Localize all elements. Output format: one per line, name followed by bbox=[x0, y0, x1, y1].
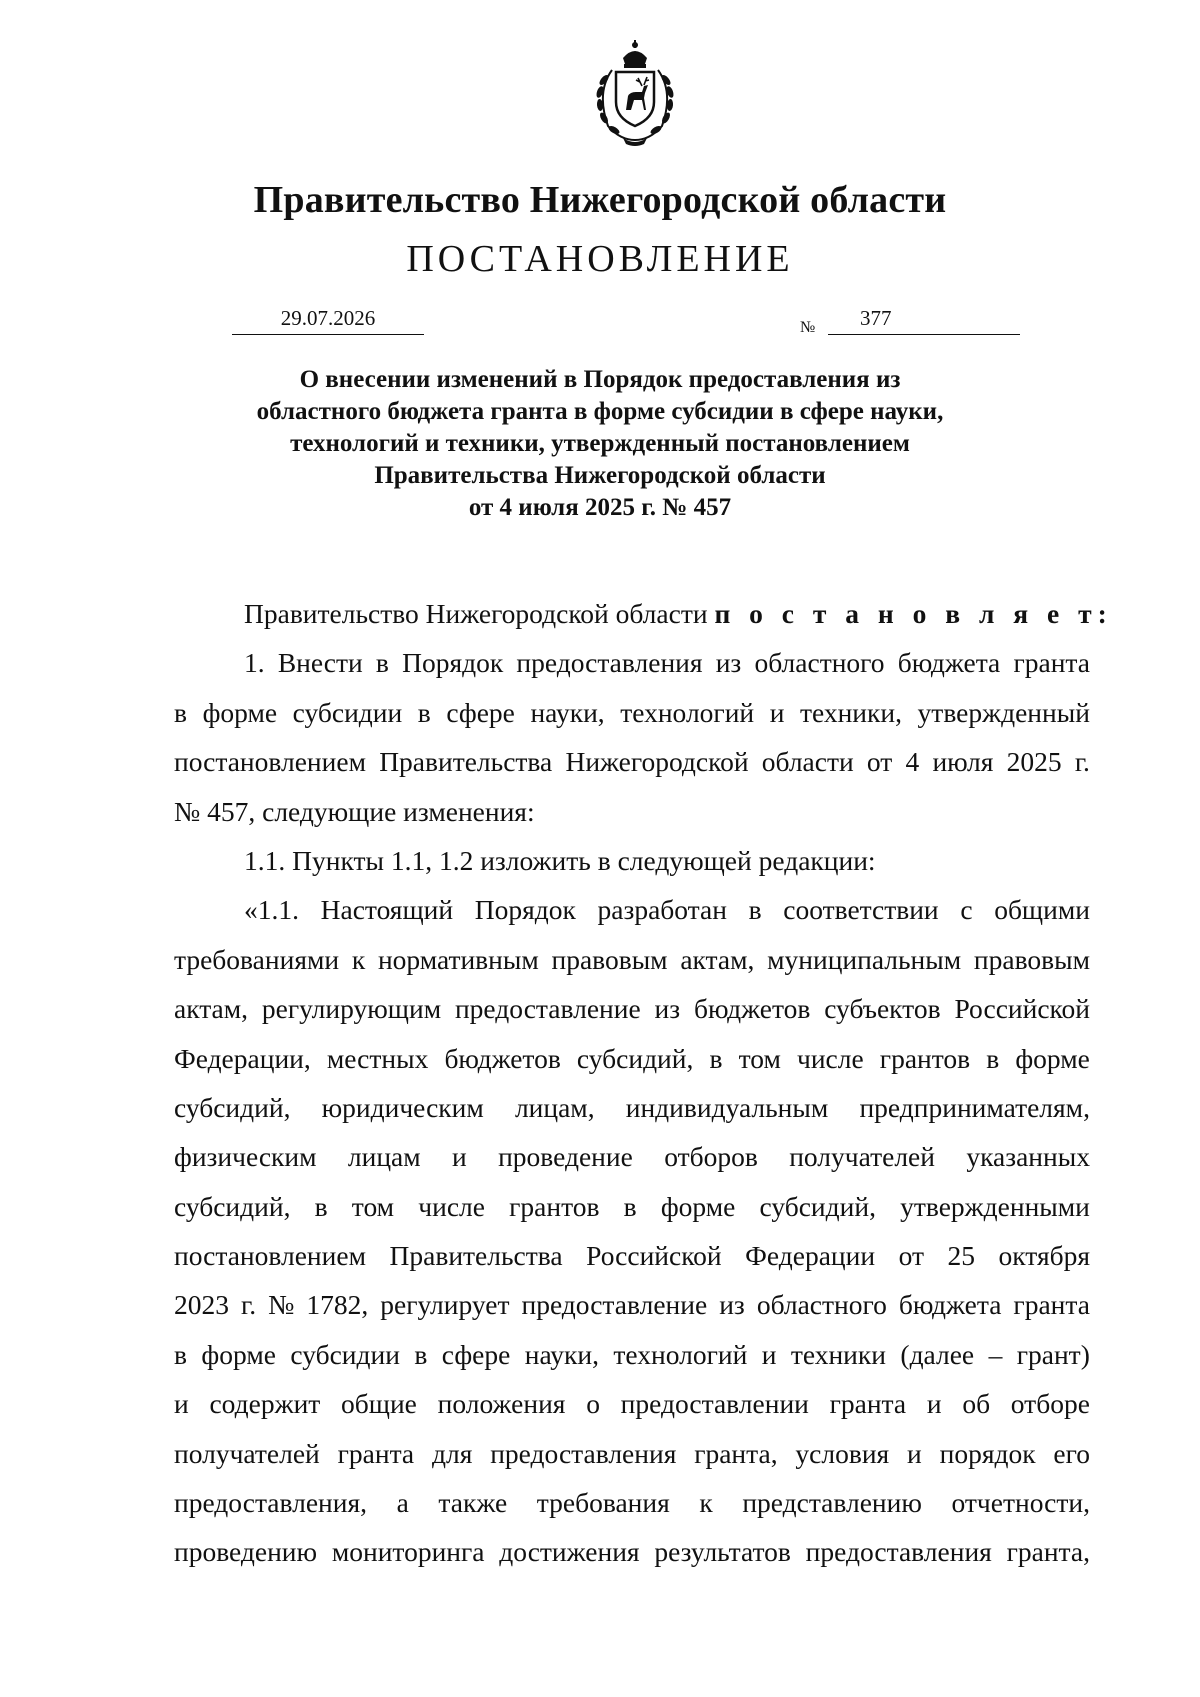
word: числе bbox=[418, 1190, 485, 1222]
word: гранта bbox=[337, 1437, 415, 1469]
word: требования bbox=[536, 1487, 670, 1519]
word: содержит bbox=[209, 1388, 321, 1420]
word: и bbox=[769, 696, 785, 728]
word: достижения bbox=[499, 1536, 640, 1568]
word: форме bbox=[201, 1338, 276, 1370]
word: субсидий, bbox=[174, 1091, 291, 1123]
word: области bbox=[761, 746, 854, 778]
word: Внести bbox=[277, 647, 363, 679]
word: правовым bbox=[973, 943, 1090, 975]
subject-line: областного бюджета гранта в форме субсидии в сфере науки, bbox=[256, 398, 944, 425]
word: и bbox=[452, 1141, 467, 1173]
word: и bbox=[761, 1338, 777, 1370]
document-type: ПОСТАНОВЛЕНИЕ bbox=[406, 238, 794, 280]
word: «1.1. bbox=[244, 894, 299, 926]
word: нормативным bbox=[377, 943, 539, 975]
word: сфере bbox=[441, 1338, 511, 1370]
word: Федерации bbox=[745, 1240, 876, 1272]
word: актам, bbox=[174, 993, 249, 1025]
word: соответствии bbox=[783, 894, 939, 926]
subject-line: Правительства Нижегородской области bbox=[374, 462, 826, 489]
word: июля bbox=[932, 746, 994, 778]
word: предоставление bbox=[454, 993, 641, 1025]
word: и bbox=[926, 1388, 942, 1420]
word: субсидии bbox=[292, 696, 403, 728]
word: Порядок bbox=[402, 647, 504, 679]
word: гранта bbox=[829, 1388, 907, 1420]
paragraph-line bbox=[174, 984, 1090, 1033]
word: форме bbox=[1015, 1042, 1090, 1074]
word: № bbox=[268, 1289, 295, 1321]
word: также bbox=[438, 1487, 508, 1519]
document-subject bbox=[200, 364, 1000, 524]
word: постановлением bbox=[174, 1240, 366, 1272]
word: г. bbox=[1074, 746, 1090, 778]
paragraph-line bbox=[174, 1527, 1090, 1576]
word: отборов bbox=[664, 1141, 758, 1173]
word: сфере bbox=[446, 696, 515, 728]
word: постановлением bbox=[174, 746, 366, 778]
word: юридическим bbox=[321, 1091, 484, 1123]
word: порядок bbox=[939, 1437, 1036, 1469]
word: о bbox=[586, 1388, 600, 1420]
word: грант) bbox=[1016, 1338, 1090, 1370]
word: (далее bbox=[900, 1338, 975, 1370]
paragraph-line bbox=[174, 935, 1090, 984]
word: в bbox=[174, 1338, 187, 1370]
word: отчетности, bbox=[951, 1487, 1090, 1519]
word: Федерации, bbox=[174, 1042, 311, 1074]
word: к bbox=[699, 1487, 713, 1519]
word: технологий bbox=[620, 696, 755, 728]
word: – bbox=[988, 1338, 1003, 1370]
word: об bbox=[962, 1388, 991, 1420]
word: в bbox=[623, 1190, 637, 1222]
word: Нижегородской bbox=[565, 746, 749, 778]
word: в bbox=[709, 1042, 723, 1074]
word: Российской bbox=[586, 1240, 722, 1272]
word: Правительства bbox=[379, 746, 553, 778]
word: гранта, bbox=[1006, 1536, 1090, 1568]
paragraph-line bbox=[174, 836, 1090, 885]
document-date: 29.07.2026 bbox=[232, 305, 424, 335]
word: субсидии bbox=[290, 1338, 400, 1370]
preamble bbox=[174, 589, 1113, 638]
word: общие bbox=[341, 1388, 417, 1420]
word: муниципальным bbox=[767, 943, 962, 975]
word: получателей bbox=[789, 1141, 935, 1173]
word: в bbox=[986, 1042, 1000, 1074]
word: форме bbox=[660, 1190, 736, 1222]
word: мониторинга bbox=[331, 1536, 485, 1568]
word: от bbox=[866, 746, 893, 778]
word: лицам bbox=[347, 1141, 421, 1173]
word: том bbox=[351, 1190, 395, 1222]
word: октября bbox=[998, 1240, 1090, 1272]
word: в bbox=[748, 894, 762, 926]
word: проведение bbox=[498, 1141, 633, 1173]
paragraph-line bbox=[174, 1083, 1090, 1132]
word: субъектов bbox=[824, 993, 941, 1025]
word: областного bbox=[756, 1289, 887, 1321]
word: 2025 bbox=[1006, 746, 1062, 778]
word: местных bbox=[326, 1042, 429, 1074]
paragraph-line bbox=[174, 638, 1090, 687]
word: физическим bbox=[174, 1141, 317, 1173]
word: предпринимателям, bbox=[859, 1091, 1090, 1123]
word: 2023 bbox=[174, 1289, 229, 1321]
paragraph-line bbox=[174, 1379, 1090, 1428]
word: от bbox=[898, 1240, 924, 1272]
paragraph-line bbox=[174, 1280, 1090, 1329]
word: проведению bbox=[174, 1536, 318, 1568]
paragraph-line bbox=[174, 1034, 1090, 1083]
word: в bbox=[417, 696, 431, 728]
word: индивидуальным bbox=[625, 1091, 829, 1123]
word: предоставления bbox=[490, 1437, 677, 1469]
word: лицам, bbox=[514, 1091, 595, 1123]
paragraph-line bbox=[174, 1231, 1090, 1280]
word: науки, bbox=[530, 696, 605, 728]
paragraph-line bbox=[174, 787, 1090, 836]
word: Порядок bbox=[474, 894, 576, 926]
word: Российской bbox=[954, 993, 1090, 1025]
word: предоставлении bbox=[620, 1388, 809, 1420]
word: гранта, bbox=[694, 1437, 778, 1469]
word: регулирующим bbox=[261, 993, 442, 1025]
word: 25 bbox=[947, 1240, 976, 1272]
word: науки, bbox=[524, 1338, 599, 1370]
word: предоставление bbox=[521, 1289, 708, 1321]
word: форме bbox=[202, 696, 278, 728]
preamble-text: Правительство Нижегородской области bbox=[244, 598, 708, 629]
number-sign: № bbox=[800, 319, 816, 336]
word: субсидий, bbox=[759, 1190, 876, 1222]
word: и bbox=[174, 1388, 189, 1420]
word: 4 bbox=[905, 746, 920, 778]
word: актам, bbox=[680, 943, 755, 975]
word: техники, bbox=[799, 696, 902, 728]
word: регулирует bbox=[380, 1289, 510, 1321]
word: правовым bbox=[551, 943, 668, 975]
word: 1. bbox=[244, 647, 265, 679]
word: из bbox=[715, 647, 742, 679]
nizhny-novgorod-coat-of-arms-icon bbox=[578, 40, 692, 146]
paragraph-line bbox=[174, 688, 1090, 737]
word: в bbox=[314, 1190, 328, 1222]
text-line: 1.1. Пункты 1.1, 1.2 изложить в следующей редакции: bbox=[244, 844, 876, 876]
word: Настоящий bbox=[320, 894, 454, 926]
word: из bbox=[654, 993, 681, 1025]
document-body bbox=[174, 589, 1113, 1577]
word: разработан bbox=[597, 894, 727, 926]
paragraph-line bbox=[174, 1429, 1090, 1478]
subject-line: О внесении изменений в Порядок предоставления из bbox=[299, 366, 901, 393]
word: предоставления bbox=[805, 1536, 992, 1568]
word: представлению bbox=[742, 1487, 922, 1519]
word: его bbox=[1053, 1437, 1090, 1469]
word: гранта bbox=[1013, 1289, 1090, 1321]
word: в bbox=[174, 696, 187, 728]
word: Правительства bbox=[389, 1240, 563, 1272]
word: в bbox=[414, 1338, 428, 1370]
word: областного bbox=[754, 647, 885, 679]
subject-line: от 4 июля 2025 г. № 457 bbox=[468, 494, 732, 521]
subject-line: технологий и техники, утвержденный постановлением bbox=[290, 430, 910, 457]
word: предоставления bbox=[516, 647, 703, 679]
word: бюджета bbox=[897, 647, 1001, 679]
word: для bbox=[431, 1437, 473, 1469]
paragraph-line bbox=[174, 1182, 1090, 1231]
preamble-decree: п о с т а н о в л я е т: bbox=[714, 598, 1113, 629]
word: а bbox=[396, 1487, 409, 1519]
text-line: № 457, следующие изменения: bbox=[174, 795, 535, 827]
word: результатов bbox=[654, 1536, 791, 1568]
paragraph-line bbox=[174, 1132, 1090, 1181]
document-number: 377 bbox=[828, 305, 1020, 335]
word: с bbox=[960, 894, 973, 926]
word: бюджета bbox=[898, 1289, 1002, 1321]
government-title: Правительство Нижегородской области bbox=[253, 179, 947, 221]
word: субсидий, bbox=[576, 1042, 694, 1074]
word: грантов bbox=[879, 1042, 971, 1074]
word: бюджетов bbox=[693, 993, 811, 1025]
word: общими bbox=[994, 894, 1090, 926]
word: том bbox=[738, 1042, 781, 1074]
paragraph-line bbox=[174, 1478, 1090, 1527]
word: положения bbox=[437, 1388, 566, 1420]
word: утвержденными bbox=[900, 1190, 1090, 1222]
word: предоставления, bbox=[174, 1487, 368, 1519]
word: техники bbox=[790, 1338, 886, 1370]
word: в bbox=[375, 647, 389, 679]
word: отборе bbox=[1010, 1388, 1090, 1420]
paragraph-line bbox=[174, 1330, 1090, 1379]
word: грантов bbox=[509, 1190, 600, 1222]
word: получателей bbox=[174, 1437, 320, 1469]
word: утвержденный bbox=[917, 696, 1090, 728]
word: числе bbox=[797, 1042, 864, 1074]
word: бюджетов bbox=[444, 1042, 561, 1074]
word: из bbox=[719, 1289, 745, 1321]
word: условия bbox=[795, 1437, 890, 1469]
word: 1782, bbox=[306, 1289, 369, 1321]
word: г. bbox=[241, 1289, 257, 1321]
word: указанных bbox=[966, 1141, 1090, 1173]
paragraph-line bbox=[174, 737, 1090, 786]
word: и bbox=[907, 1437, 922, 1469]
paragraph-line bbox=[174, 885, 1090, 934]
word: технологий bbox=[613, 1338, 748, 1370]
word: гранта bbox=[1013, 647, 1090, 679]
word: субсидий, bbox=[174, 1190, 291, 1222]
word: требованиями bbox=[174, 943, 340, 975]
word: к bbox=[351, 943, 366, 975]
